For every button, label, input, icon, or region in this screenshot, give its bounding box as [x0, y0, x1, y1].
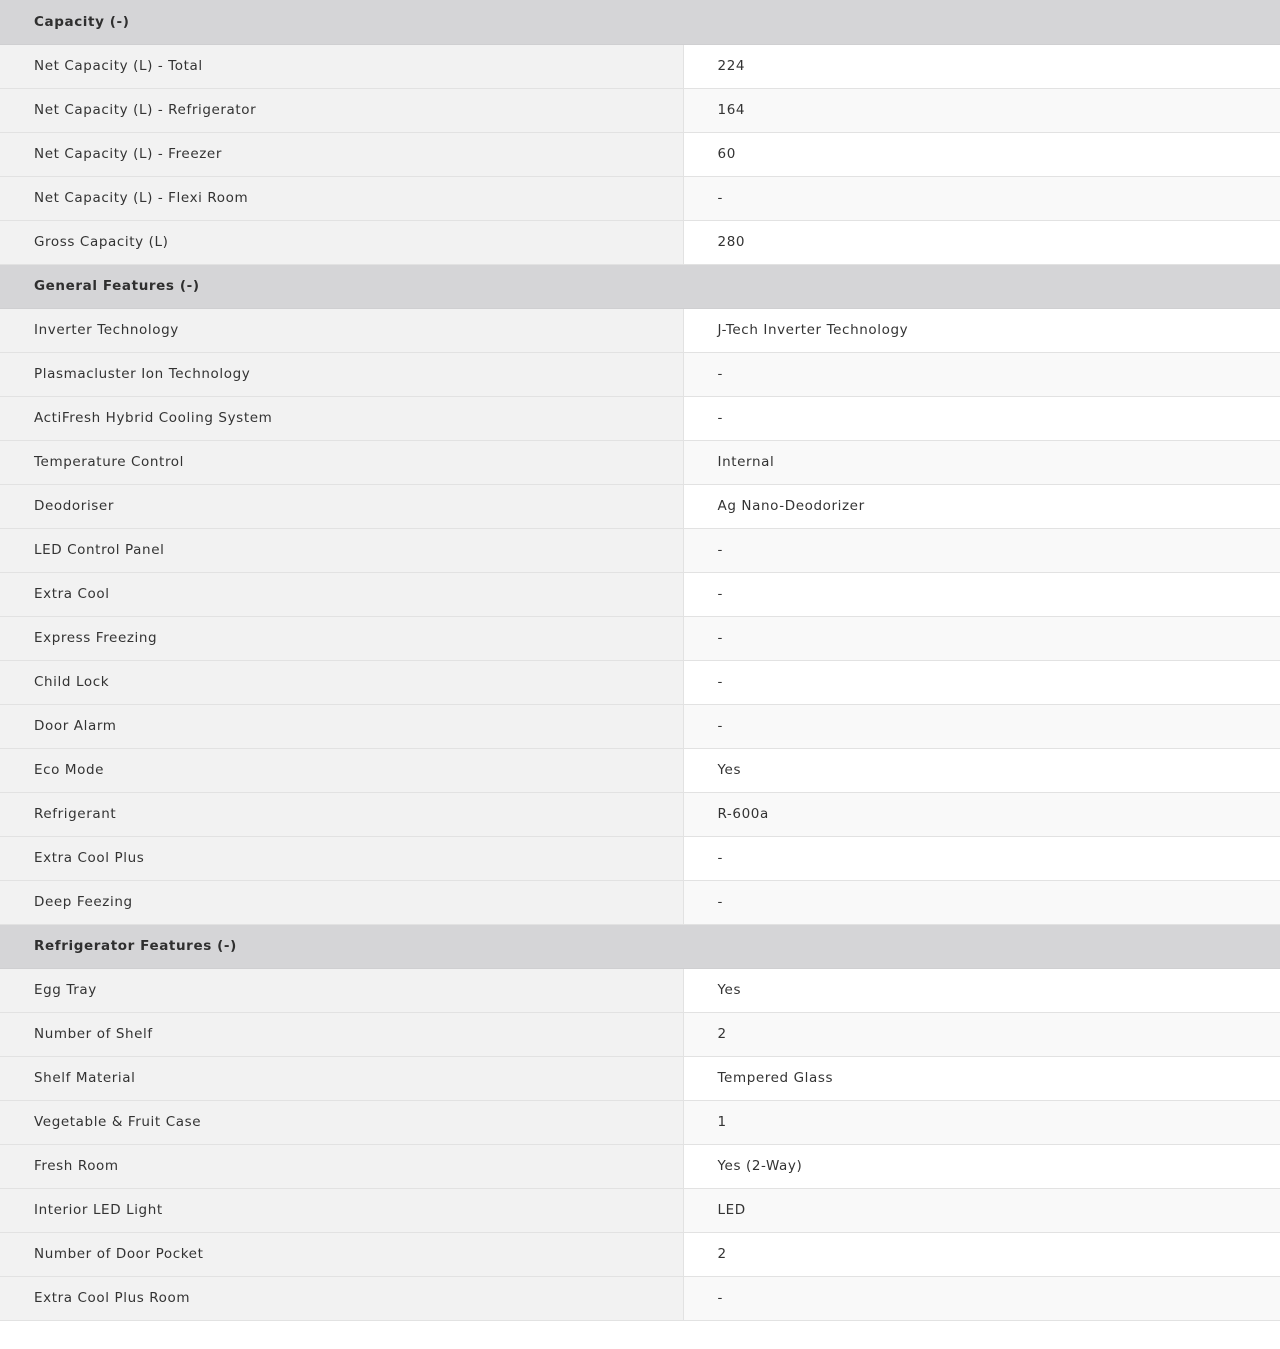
spec-label: Number of Shelf [0, 1012, 683, 1056]
spec-label: Extra Cool Plus [0, 836, 683, 880]
spec-label: Deodoriser [0, 484, 683, 528]
spec-label: Deep Feezing [0, 880, 683, 924]
spec-value: R-600a [683, 792, 1280, 836]
spec-row [0, 308, 1280, 352]
spec-label: Extra Cool [0, 572, 683, 616]
spec-value: 2 [683, 1232, 1280, 1276]
spec-value: - [683, 704, 1280, 748]
spec-label: Plasmacluster Ion Technology [0, 352, 683, 396]
spec-row [0, 352, 1280, 396]
spec-row [0, 1188, 1280, 1232]
spec-row [0, 176, 1280, 220]
section-header[interactable] [0, 0, 1280, 44]
spec-label: Net Capacity (L) - Total [0, 44, 683, 88]
spec-value: - [683, 880, 1280, 924]
spec-label: Extra Cool Plus Room [0, 1276, 683, 1320]
spec-value: - [683, 396, 1280, 440]
spec-value: - [683, 1276, 1280, 1320]
spec-row [0, 836, 1280, 880]
spec-value: J-Tech Inverter Technology [683, 308, 1280, 352]
spec-value: 60 [683, 132, 1280, 176]
spec-value: 2 [683, 1012, 1280, 1056]
spec-label: Gross Capacity (L) [0, 220, 683, 264]
spec-value: - [683, 616, 1280, 660]
spec-value: Internal [683, 440, 1280, 484]
spec-row [0, 132, 1280, 176]
spec-row [0, 880, 1280, 924]
section-title[interactable]: Capacity (-) [0, 0, 1280, 44]
spec-value: 164 [683, 88, 1280, 132]
spec-label: ActiFresh Hybrid Cooling System [0, 396, 683, 440]
spec-row [0, 704, 1280, 748]
spec-row [0, 1100, 1280, 1144]
spec-label: Number of Door Pocket [0, 1232, 683, 1276]
spec-label: LED Control Panel [0, 528, 683, 572]
spec-label: Refrigerant [0, 792, 683, 836]
spec-row [0, 396, 1280, 440]
spec-label: Net Capacity (L) - Refrigerator [0, 88, 683, 132]
section-header[interactable] [0, 264, 1280, 308]
spec-label: Fresh Room [0, 1144, 683, 1188]
spec-value: - [683, 572, 1280, 616]
section-title[interactable]: Refrigerator Features (-) [0, 924, 1280, 968]
spec-row [0, 968, 1280, 1012]
spec-row [0, 44, 1280, 88]
spec-value: Yes [683, 968, 1280, 1012]
section-title[interactable]: General Features (-) [0, 264, 1280, 308]
spec-label: Egg Tray [0, 968, 683, 1012]
spec-value: - [683, 176, 1280, 220]
spec-label: Eco Mode [0, 748, 683, 792]
spec-label: Interior LED Light [0, 1188, 683, 1232]
spec-row [0, 660, 1280, 704]
spec-value: 280 [683, 220, 1280, 264]
spec-value: Tempered Glass [683, 1056, 1280, 1100]
spec-value: 1 [683, 1100, 1280, 1144]
spec-row [0, 484, 1280, 528]
spec-value: Ag Nano-Deodorizer [683, 484, 1280, 528]
spec-row [0, 1232, 1280, 1276]
spec-row [0, 792, 1280, 836]
spec-row [0, 616, 1280, 660]
spec-value: LED [683, 1188, 1280, 1232]
spec-row [0, 440, 1280, 484]
spec-row [0, 528, 1280, 572]
spec-value: - [683, 660, 1280, 704]
spec-label: Vegetable & Fruit Case [0, 1100, 683, 1144]
spec-value: Yes (2-Way) [683, 1144, 1280, 1188]
spec-value: - [683, 528, 1280, 572]
spec-label: Net Capacity (L) - Freezer [0, 132, 683, 176]
spec-row [0, 748, 1280, 792]
spec-label: Shelf Material [0, 1056, 683, 1100]
spec-label: Child Lock [0, 660, 683, 704]
spec-label: Temperature Control [0, 440, 683, 484]
spec-value: Yes [683, 748, 1280, 792]
spec-row [0, 1144, 1280, 1188]
spec-row [0, 220, 1280, 264]
spec-row [0, 88, 1280, 132]
spec-value: - [683, 352, 1280, 396]
spec-label: Express Freezing [0, 616, 683, 660]
spec-row [0, 572, 1280, 616]
spec-row [0, 1056, 1280, 1100]
spec-row [0, 1012, 1280, 1056]
section-header[interactable] [0, 924, 1280, 968]
spec-label: Net Capacity (L) - Flexi Room [0, 176, 683, 220]
spec-value: - [683, 836, 1280, 880]
spec-row [0, 1276, 1280, 1320]
spec-value: 224 [683, 44, 1280, 88]
spec-label: Inverter Technology [0, 308, 683, 352]
spec-label: Door Alarm [0, 704, 683, 748]
